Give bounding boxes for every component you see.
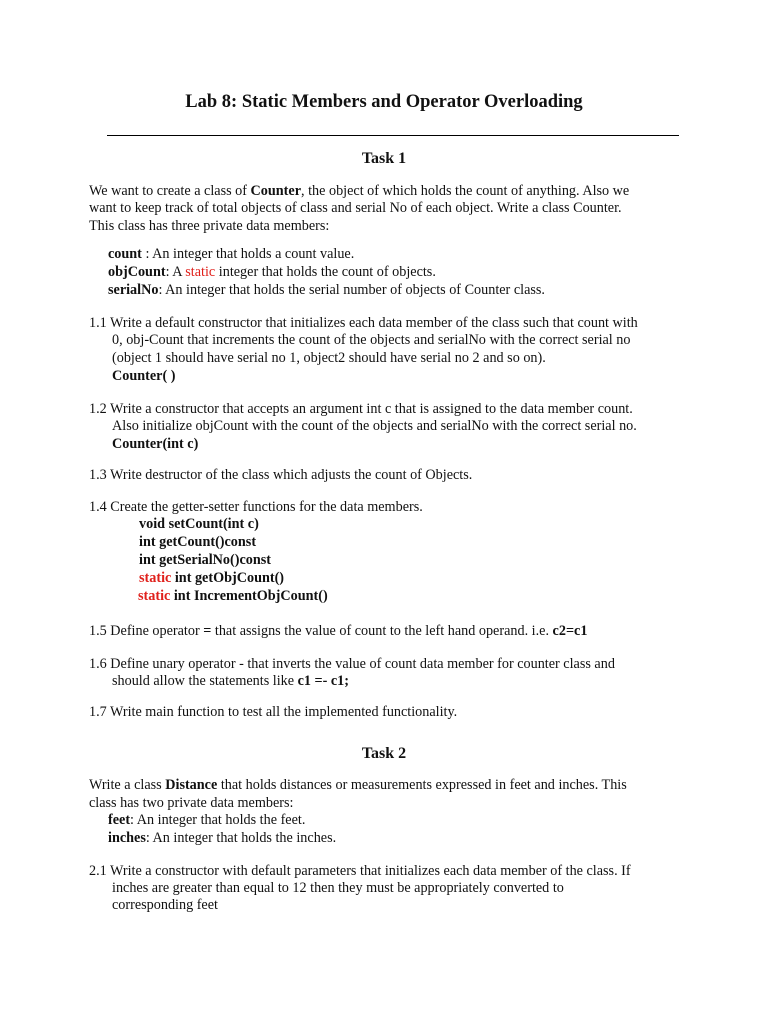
intro-text: that holds distances or measurements expressed in feet and inches. This bbox=[217, 777, 627, 793]
q1-4-code2 bbox=[139, 534, 256, 551]
task2-heading: Task 2 bbox=[361, 745, 407, 762]
q1-1-line2: 0, obj-Count that increments the count of the objects and serialNo with the correct serial no bbox=[112, 332, 631, 348]
member-desc: : An integer that holds a count value. bbox=[141, 246, 355, 262]
member-name: count bbox=[108, 246, 142, 262]
static-keyword: static bbox=[139, 570, 172, 586]
code-example: c2=c1 bbox=[552, 623, 588, 639]
member-name: objCount bbox=[108, 264, 166, 280]
q1-5 bbox=[89, 623, 587, 640]
member-name: feet bbox=[108, 812, 131, 828]
intro-text: We want to create a class of bbox=[89, 183, 251, 199]
intro-text: , the object of which holds the count of anything. Also we bbox=[301, 183, 630, 199]
static-keyword: static bbox=[185, 264, 216, 280]
code-signature: int getSerialNo()const bbox=[139, 552, 271, 568]
q1-1-line1: 1.1 Write a default constructor that initializes each data member of the class such that count with bbox=[89, 315, 638, 331]
member-desc: : A bbox=[165, 264, 186, 280]
operator-symbol: = bbox=[203, 623, 212, 639]
q1-4-code4 bbox=[139, 570, 284, 587]
q1-2-code bbox=[112, 436, 198, 453]
code-signature: int getObjCount() bbox=[171, 570, 285, 586]
q1-7: 1.7 Write main function to test all the implemented functionality. bbox=[89, 704, 458, 720]
q2-1-line1: 2.1 Write a constructor with default parameters that initializes each data member of the class. If bbox=[89, 863, 631, 879]
title-divider bbox=[107, 135, 679, 136]
class-name-distance: Distance bbox=[165, 777, 218, 793]
member-desc: : An integer that holds the serial number of objects of Counter class. bbox=[158, 282, 545, 298]
q1-2-line1: 1.2 Write a constructor that accepts an argument int c that is assigned to the data member count. bbox=[89, 401, 633, 417]
q2-1-line3: corresponding feet bbox=[112, 897, 218, 913]
intro-text: Write a class bbox=[89, 777, 166, 793]
code-signature: void setCount(int c) bbox=[139, 516, 259, 532]
q1-4-line1: 1.4 Create the getter-setter functions for the data members. bbox=[89, 499, 423, 515]
question-text: that assigns the value of count to the left hand operand. i.e. bbox=[211, 623, 553, 639]
q1-4-code1 bbox=[139, 516, 259, 533]
member-feet bbox=[108, 812, 305, 829]
q1-6-line1: 1.6 Define unary operator - that inverts the value of count data member for counter class and bbox=[89, 656, 615, 672]
code-signature: Counter( ) bbox=[112, 368, 176, 384]
page-title: Lab 8: Static Members and Operator Overloading bbox=[185, 92, 583, 112]
q1-4-code5 bbox=[138, 588, 328, 605]
code-signature: int IncrementObjCount() bbox=[170, 588, 328, 604]
member-name: serialNo bbox=[108, 282, 159, 298]
q1-6-line2 bbox=[112, 673, 349, 690]
task2-intro-line2: class has two private data members: bbox=[89, 795, 294, 811]
q1-2-line2: Also initialize objCount with the count of the objects and serialNo with the correct serial no. bbox=[112, 418, 637, 434]
q1-4-code3 bbox=[139, 552, 271, 569]
task1-intro-line1 bbox=[89, 183, 629, 200]
member-desc: : An integer that holds the inches. bbox=[145, 830, 337, 846]
member-count bbox=[108, 246, 354, 263]
question-text: 1.5 Define operator bbox=[89, 623, 204, 639]
q1-3: 1.3 Write destructor of the class which adjusts the count of Objects. bbox=[89, 467, 473, 483]
code-example: c1 =- c1; bbox=[297, 673, 350, 689]
q1-1-line3: (object 1 should have serial no 1, object2 should have serial no 2 and so on). bbox=[112, 350, 546, 366]
q1-1-code bbox=[112, 368, 175, 385]
member-serialno bbox=[108, 282, 545, 299]
class-name-counter: Counter bbox=[250, 183, 301, 199]
task1-intro-line2: want to keep track of total objects of class and serial No of each object. Write a class Counter. bbox=[89, 200, 622, 216]
q2-1-line2: inches are greater than equal to 12 then they must be appropriately converted to bbox=[112, 880, 564, 896]
question-text: should allow the statements like bbox=[112, 673, 298, 689]
static-keyword: static bbox=[138, 588, 171, 604]
task1-heading: Task 1 bbox=[361, 150, 407, 167]
member-objcount bbox=[108, 264, 436, 281]
code-signature: Counter(int c) bbox=[112, 436, 199, 452]
task1-intro-line3: This class has three private data members: bbox=[89, 218, 330, 234]
code-signature: int getCount()const bbox=[139, 534, 257, 550]
member-desc: integer that holds the count of objects. bbox=[215, 264, 436, 280]
task2-intro-line1 bbox=[89, 777, 627, 794]
member-desc: : An integer that holds the feet. bbox=[130, 812, 306, 828]
member-name: inches bbox=[108, 830, 146, 846]
member-inches bbox=[108, 830, 336, 847]
